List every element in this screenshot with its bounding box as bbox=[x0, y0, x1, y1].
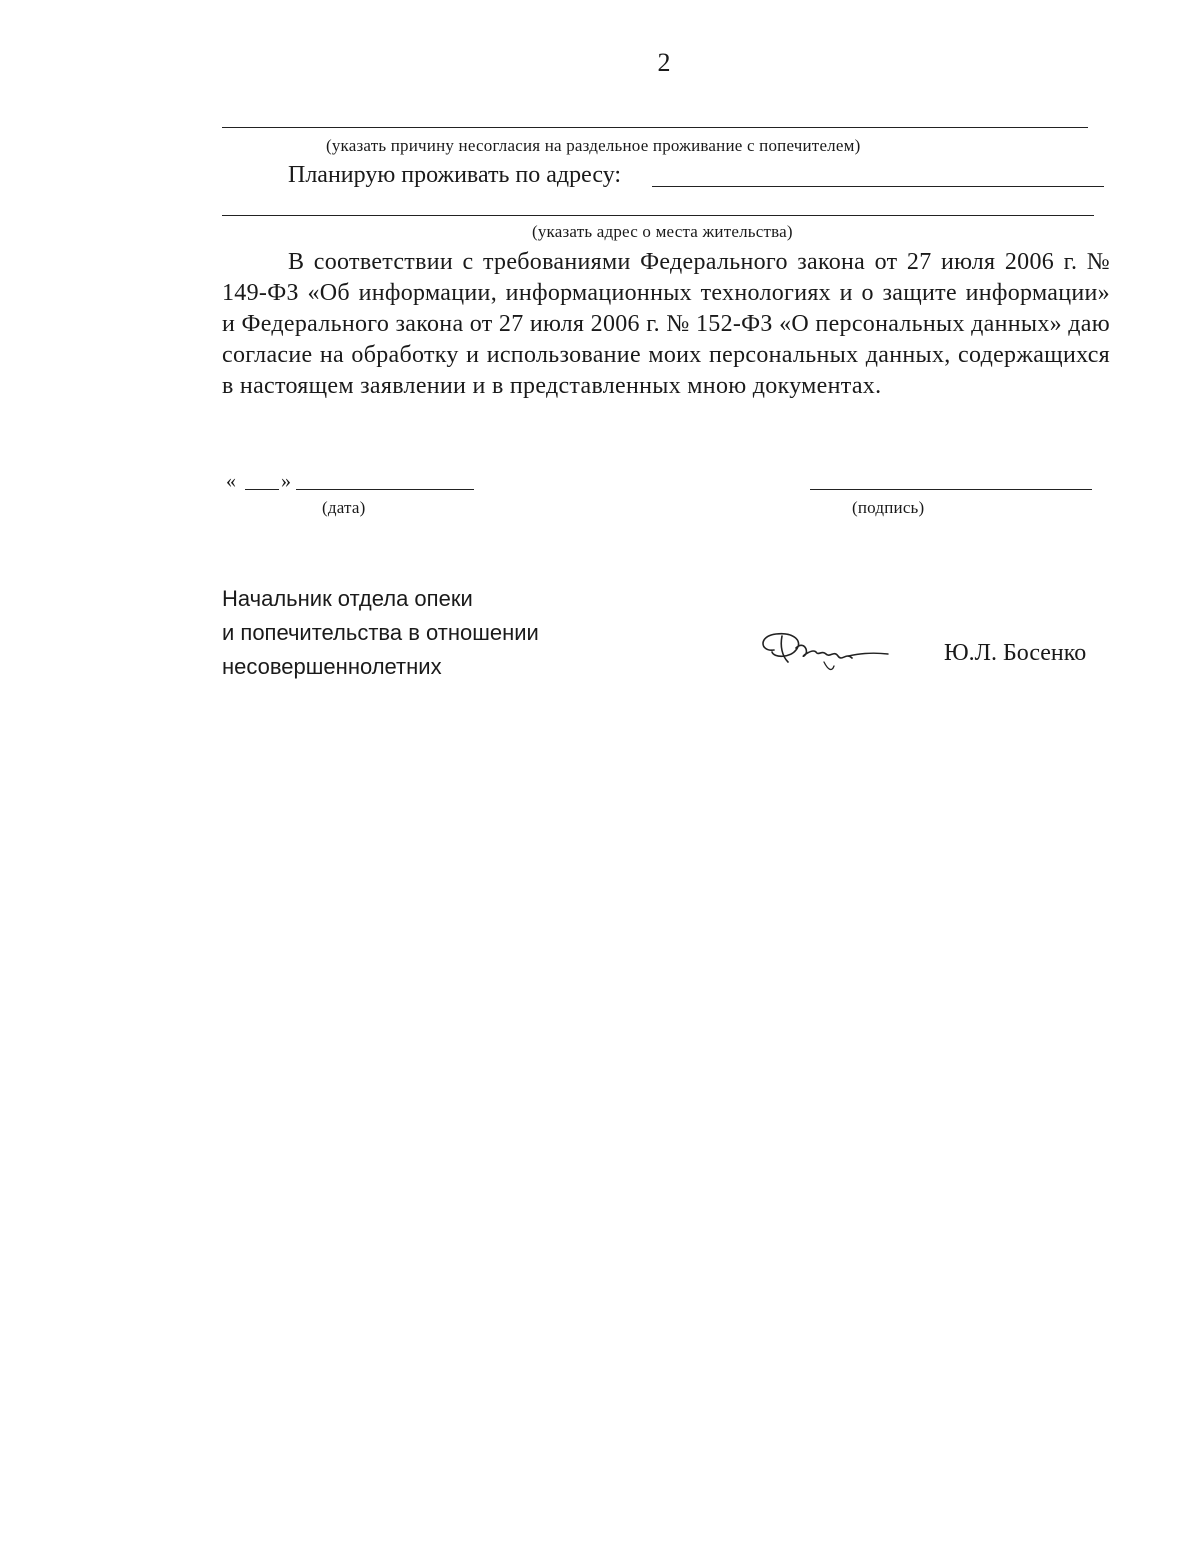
address-underline[interactable] bbox=[652, 186, 1104, 187]
consent-text: В соответствии с требованиями Федерального закона от 27 июля 2006 г. № 149-ФЗ «Об информации, информационных технологиях и о защите информации» и Федерального закона от 27 июля 2006 г. № 152-ФЗ «О персональных данных» даю согласие на обработку и использование моих персональных данных, содержащихся в настоящем заявлении и в представленных мною документах. bbox=[222, 249, 1110, 399]
date-day-underline[interactable] bbox=[245, 489, 279, 490]
address-continuation-underline[interactable] bbox=[222, 215, 1094, 216]
signer-title-line: несовершеннолетних bbox=[222, 654, 442, 679]
handwritten-signature bbox=[752, 622, 892, 682]
reason-caption: (указать причину несогласия на раздельное проживание с попечителем) bbox=[326, 136, 861, 155]
signature-underline[interactable] bbox=[810, 489, 1092, 490]
address-caption: (указать адрес о места жительства) bbox=[532, 222, 793, 241]
signer-name: Ю.Л. Босенко bbox=[944, 640, 1087, 666]
reason-underline bbox=[222, 127, 1088, 128]
consent-paragraph bbox=[222, 247, 1110, 402]
date-caption: (дата) bbox=[322, 498, 366, 517]
signature-caption: (подпись) bbox=[852, 498, 925, 517]
page-number: 2 bbox=[657, 48, 671, 77]
date-close-quote: » bbox=[281, 470, 291, 492]
signer-title bbox=[222, 582, 539, 684]
date-month-underline[interactable] bbox=[296, 489, 474, 490]
date-open-quote: « bbox=[226, 470, 236, 492]
signer-title-line: Начальник отдела опеки bbox=[222, 586, 473, 611]
signer-title-line: и попечительства в отношении bbox=[222, 620, 539, 645]
address-label: Планирую проживать по адресу: bbox=[288, 162, 622, 188]
